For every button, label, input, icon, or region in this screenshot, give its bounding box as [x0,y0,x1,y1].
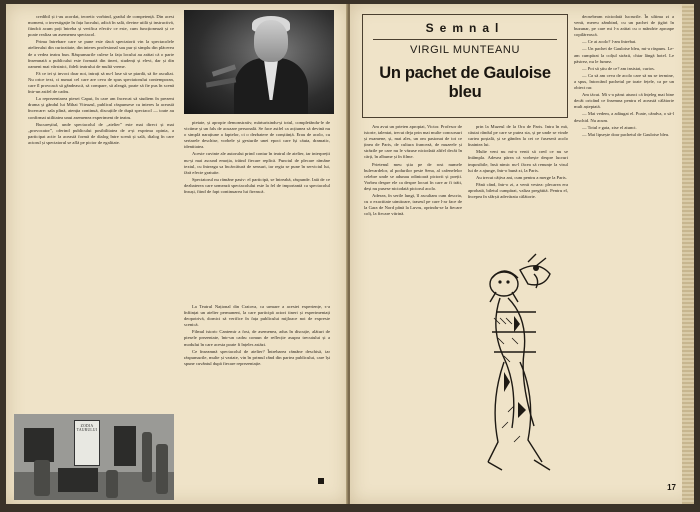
paragraph: Adesea, în serile lungi, îl ascultam cum descria, cu o exactitate uimitoare, traseul pe care l-ar face de la Gara de Nord până la Luvru, oprindu-se la fiecare colț, la fiecare vitrină. [364,193,462,217]
right-page [350,4,694,504]
left-column-2 [184,120,330,300]
left-page [6,4,348,504]
exhibition-photo [14,414,174,500]
paragraph: Au trecut câțiva ani, cum pentru a merge la Paris. [476,174,567,180]
paragraph: — Ca să am ceva de acolo care să nu se termine, a spus, întorcând pachetul pe toate fețele, ca pe un obiect rar. [574,72,674,91]
exhibit-caption: ZODIA TAURULUI [76,424,98,432]
paragraph: — Un pachet de Gauloise bleu, mi-a răspuns. Le-am cumpărat la colțul străzii, chiar lângă hotel. Le păstrez, nu le fumez. [574,46,674,64]
divider [373,39,557,40]
paragraph: Ce înseamnă spectacolul de atelier? Întrebarea rămâne deschisă, iar răspunsurile, multe și variate, vin în primul rând din partea publicului, care își spune cuvântul după fiecare reprezentație. [184,348,330,366]
paragraph: Filmul istoric Cantemir a fost, de asemenea, adus în discuție, alături de piesele prezentate, într-un cadru comun de reflecție asupra trecutului și a modului în care acesta poate fi înțeles astăzi. [184,329,330,347]
page-number: 17 [667,483,676,492]
paragraph: La reprezentarea piesei Caput, în care am încercat să studiem în prezent drama și gândul lui Mihai Viteazul, publicul răspunsese cu interes la această încercare: sala plină, atenția continuă, discuțiile de după spectacol — toate au confirmat utilitatea unui asemenea experiment de teatru. [28,96,174,120]
paragraph: pietate, și apropie demonstrativ, mărturisindu-și totul, completându-le de victime și un fals de acuzare personală. Se face astfel ca acțiunea să devină nu o simplă narațiune a faptelor, ci o dezbatere de conștiință. Erau de acolo, cu sertarele deschise, vorbele și gesturile unei epoci care își căuta, dramatic, identitatea. [184,120,330,150]
title-box [362,14,568,118]
paragraph: Spectatorul nu rămâne pasiv: el participă, se întreabă, răspunde. Iată de ce dezbaterea care urmează spectacolului este la fel de importantă ca spectacolul însuși, fiind de fapt continuarea lui firească. [184,176,330,195]
paragraph: deosebeam niciodată lucrurile. În ultima zi a venit, mereu zâmbind, cu un pachet de țigări în buzunar, pe care mi l-a arătat cu o mândrie aproape copilărească. [574,14,674,38]
paragraph: Prima întrebare care se pune este dacă spectatorii vin la spectacolele atelierului din curiozitate, din interes profesional sau pur și simplu din plăcerea de a vedea teatru bun. Răspunsurile culese la fața locului au arătat că o parte însemnată a publicului este formată din tineri, studenți și elevi, dar și din oameni mai vârstnici, fideli teatrului de multă vreme. [28,39,174,69]
article-headline: Un pachet de Gauloise bleu [379,64,551,101]
paragraph: Aceste cuvinte ale autorului prind contur în teatrul de atelier, iar interpreții nu-și mai ascund emoția, trăind fiecare replică. Punctul de plecare rămâne textul, cu întreaga sa încărcătură de sensuri, iar regia se pune în serviciul lui, fără efecte gratuite. [184,151,330,175]
paragraph: Am avut un prieten apropiat, Victor. Profesor de istorie, talentat, trecut deja prin mai multe concursuri și examene, și, mai ales, un om pasionat de tot ce ținea de Paris, de cultura franceză, de muzeele și străzile pe care nu le văzuse niciodată altfel decât în cărți, în albume și în filme. [364,124,462,160]
woodcut-illustration [474,252,570,488]
left-column-1 [28,14,174,414]
paragraph: Bucureștiul, unde spectacolul de „atelier” este mai direct și mai „provocator”, oferind publicului posibilitatea de a-și exprima opinia, a participat activ la această formă de dialog între scenă și sală, dialog în care actorul și spectatorul se află pe picior de egalitate. [28,121,174,145]
paragraph: — Pot să știu de ce? am insistat, curios. [582,65,655,71]
paragraph: Prietenul meu știa pe de rost numele bulevardelor, al podurilor peste Sena, al cafenelelor celebre unde se adunau odinioară pictorii și poeții. Vorbea despre ele ca despre locuri în care ar fi trăit, deși nu pusese niciodată piciorul acolo. [364,161,462,191]
portrait-photo [184,10,334,114]
paragraph: La Teatrul Național din Craiova, ca urmare a acestei experiențe, s-a înființat un atelier permanent, la care participă actori tineri și experimentați deopotrivă, dornici să verifice în fața publicului mijloace noi de expresie scenică. [184,304,330,328]
paragraph: prin la Muzeul de la Ora de Paris. Intra în mă, căutai rândul pe care se putea sta, și pe unde se vinde cartea poștală, și se gândea la cei ce fuseseră acolo înaintea lui. [468,124,568,148]
right-column-2 [468,124,568,248]
paragraph: Multe veni nu mi-a venit să cred ce nu se întâmpla. Adesea părea că vorbește despre lucruri imposibile, însă nimic nu-l făcea să renunțe la visul lui de a ajunge, într-o bună zi, la Paris. [468,149,568,173]
magazine-spread [6,4,694,504]
section-kicker: Semnal [425,21,505,35]
right-column-3 [574,14,674,484]
paragraph: credibil și i-au acordat, teoretic vorbind, gradul de competență. Din acest moment, o investigație în fața lucrului, adică în sală, devine utilă și instructivă, fiindcă acum poți întreba și verifica efectiv ce este, cum funcționează și ce poate realiza un asemenea spectacol. [28,14,174,38]
article-end-mark [318,478,324,484]
paragraph: — Ce ai acolo? l-am întrebat. [582,39,637,45]
paragraph: — Mai lipsește doar pachetul de Gauloise bleu. [582,131,670,137]
book-spine [682,4,694,504]
right-column-1 [364,124,462,496]
paragraph: — Totul e gata, zise el atunci. [582,124,637,130]
left-column-3 [184,304,330,484]
paragraph: — Mai vedem, a adăugat el. Poate, cândva, o să-l deschid. Nu acum. [574,111,674,123]
paragraph: Am tăcut. Mi s-a părut atunci că înțeleg mai bine decât oricând ce însemna pentru el această călătorie mult așteptată. [574,92,674,110]
paragraph: Fă ce iei și invoci doar noi, intrați să nu-l lase să se piardă, să fie ascultat. Nu orice text, ci numai cel care are ceva de spus spectatorului contemporan, care îl provoacă să gândească, să compare, să aleagă, poate să fie pus în scenă într-un astfel de cadru. [28,70,174,95]
paragraph: Până când, într-o zi, a venit vestea: plecarea era aprobată, biletul cumpărat, valiza pregătită. Pentru el, începea în sfârșit adevărata călătorie. [468,181,568,200]
author-name: VIRGIL MUNTEANU [409,44,521,56]
